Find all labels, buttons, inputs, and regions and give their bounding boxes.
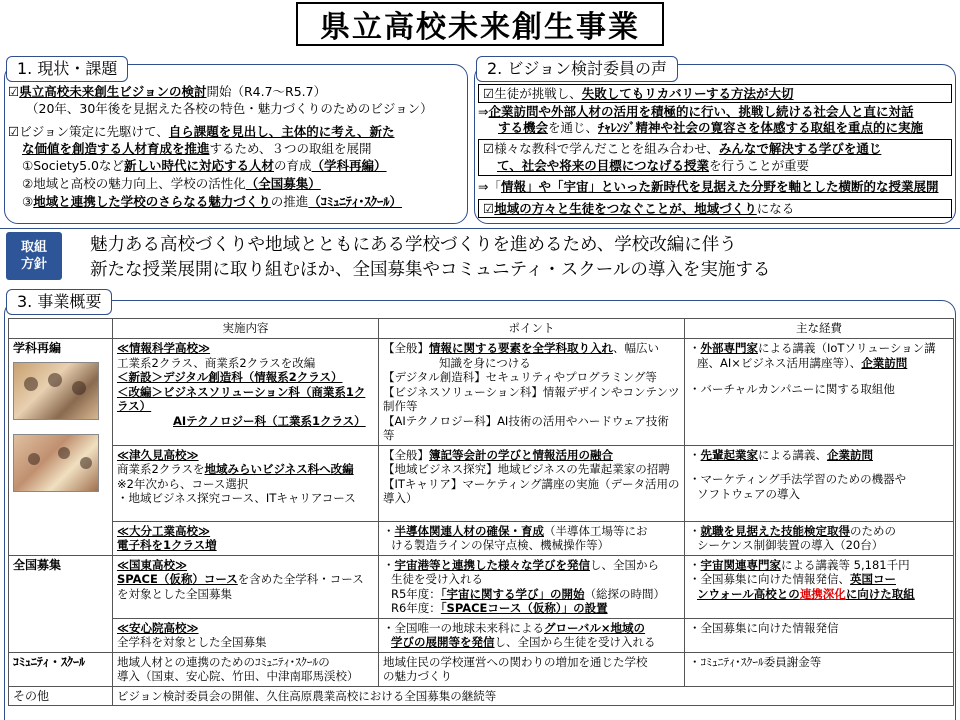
category-other <box>9 686 113 706</box>
s1-text: （全国募集） <box>245 176 321 191</box>
s2-text: て、社会や将来の目標につなげる授業 <box>497 158 710 173</box>
cell-text: ・ <box>383 557 395 572</box>
table-row <box>9 445 954 521</box>
s2-text: する機会 <box>498 120 549 135</box>
r2-point <box>379 445 685 521</box>
s1-text: の育成 <box>274 158 312 173</box>
r5-point <box>379 618 685 652</box>
school-name: ≪国東高校≫ <box>117 557 188 572</box>
cell-text: ンウォール高校との <box>697 586 800 601</box>
s1-note-text: （20年、30年後を見据えた各校の特色・魅力づくりのためのビジョン） <box>26 101 433 116</box>
section-1-label: 1. 現状・課題 <box>6 56 128 82</box>
r1-content <box>113 339 379 446</box>
r6-content <box>113 652 379 686</box>
category-community <box>9 652 113 686</box>
s1-text: （ｺﾐｭﾆﾃｨ･ｽｸｰﾙ） <box>308 194 403 209</box>
cell-text: ・ <box>689 447 701 462</box>
cell-text: の魅力づくり <box>383 669 452 683</box>
project-table <box>8 318 954 706</box>
school-name: ≪津久見高校≫ <box>117 447 199 462</box>
cell-text: 電子科を1クラス増 <box>117 538 217 552</box>
r3-point <box>379 521 685 555</box>
cell-text: R5年度： <box>391 586 441 601</box>
cell-text: （総探の時間） <box>584 586 666 601</box>
cell-text: による講義、 <box>758 447 827 462</box>
s1-text: ①Society5.0など <box>22 158 125 173</box>
cell-text: 座、AI×ビジネス活用講座等）、 <box>697 355 862 370</box>
s1-text: ビジョン策定に先駆けて、 <box>19 124 169 139</box>
table-header-row <box>9 319 954 339</box>
category-label: ｺﾐｭﾆﾃｨ・ｽｸｰﾙ <box>13 654 86 669</box>
cell-text: ける製造ラインの保守点検、機械操作等） <box>391 538 610 552</box>
cell-text: 、幅広い <box>613 341 659 355</box>
cell-text: を対象とした全国募集 <box>117 586 232 601</box>
section-2-label: 2. ビジョン検討委員の声 <box>476 56 678 82</box>
s2-line-2 <box>478 104 914 120</box>
cell-text: 学びの展開等を発信 <box>391 635 495 649</box>
cell-text: 【全般】 <box>383 341 429 355</box>
cell-text: を含めた全学科・コース <box>237 572 364 586</box>
cell-text: 情報に関する要素を全学科取り入れ <box>429 341 613 355</box>
header-empty <box>9 319 113 339</box>
cell-text: 英国コー <box>850 572 896 586</box>
header-cost: 主な経費 <box>685 319 954 339</box>
cell-text: ビジョン検討委員会の開催、久住高原農業高校における全国募集の継続等 <box>117 688 497 703</box>
cell-text: のための <box>850 523 896 538</box>
section-3-label: 3. 事業概要 <box>6 289 112 315</box>
cell-text: 企業訪問 <box>861 355 908 370</box>
policy-tag-line-2: 方針 <box>20 257 47 272</box>
cell-text: 生徒を受け入れる <box>391 572 483 586</box>
s2-text: 様々な教科で学んだことを組み合わせ、 <box>494 141 719 156</box>
s2-line-3 <box>498 120 923 136</box>
cell-text: 連携深化 <box>799 586 846 601</box>
s1-line-4 <box>22 141 372 157</box>
cell-text: 【ビジネスソリューション科】情報デザインやコンテンツ制作等 <box>383 384 680 413</box>
r1-cost <box>685 339 954 446</box>
table-row <box>9 652 954 686</box>
s1-period-text: 開始（R4.7～R5.7） <box>206 84 327 99</box>
table-row <box>9 521 954 555</box>
cell-text: 地域みらいビジネス科へ改編 <box>204 462 354 476</box>
event-photo <box>13 434 99 492</box>
s1-line-6 <box>22 176 321 192</box>
r2-cost <box>685 445 954 521</box>
r1-point <box>379 339 685 446</box>
cell-text: ＜改編＞ビジネスソリューション科（商業系1クラス） <box>117 384 366 413</box>
school-name: ≪安心院高校≫ <box>117 620 199 635</box>
checkbox-icon: ☑ <box>8 124 20 139</box>
table-row <box>9 686 954 706</box>
school-name: ≪情報科学高校≫ <box>117 341 211 355</box>
table-row <box>9 339 954 446</box>
r6-cost <box>685 652 954 686</box>
cell-text: ・ <box>689 341 701 355</box>
school-name: ≪大分工業高校≫ <box>117 523 211 538</box>
s2-text: 生徒が挑戦し、 <box>494 86 582 101</box>
cell-text: SPACE（仮称）コース <box>117 572 238 586</box>
checkbox-icon: ☑ <box>483 201 495 216</box>
cell-text: 宇宙港等と連携した様々な学びを発信 <box>394 557 590 572</box>
cell-text: 【全般】 <box>383 447 429 462</box>
r4-content <box>113 555 379 618</box>
cell-text: による講義等 5,181千円 <box>781 557 910 572</box>
s2-text: を通じ、 <box>548 120 599 135</box>
cell-text: 【ITキャリア】マーケティング講座の実施（データ活用の導入） <box>383 476 680 505</box>
cell-text: 【地域ビジネス探究】地域ビジネスの先輩起業家の招聘 <box>383 462 670 476</box>
header-point: ポイント <box>379 319 685 339</box>
cell-text: ・全国募集に向けた情報発信、 <box>689 572 850 586</box>
cell-text: 「SPACEコース（仮称）」の設置 <box>440 601 608 615</box>
category-reorg <box>9 339 113 556</box>
r3-cost <box>685 521 954 555</box>
cell-text: ・ <box>689 557 701 572</box>
s1-line-3 <box>8 124 395 140</box>
cell-text: 地域住民の学校運営への関わりの増加を通じた学校 <box>383 654 648 669</box>
table-row <box>9 555 954 618</box>
cell-text: 先輩起業家 <box>700 447 758 462</box>
policy-tag <box>6 232 62 280</box>
cell-text: 簿記等会計の学びと情報活用の融合 <box>429 447 613 462</box>
policy-tag-line-1: 取組 <box>20 240 47 255</box>
cell-text: ・全国募集に向けた情報発信 <box>689 620 839 635</box>
cell-text: 導入（国東、安心院、竹田、中津南耶馬渓校） <box>117 669 359 683</box>
cell-text: （半導体工場等にお <box>544 523 648 538</box>
cell-text: し、全国から生徒を受け入れる <box>494 635 656 649</box>
cell-text: 半導体関連人材の確保・育成 <box>394 523 544 538</box>
s1-line-7 <box>22 194 402 210</box>
classroom-photo <box>13 362 99 420</box>
s2-line-6 <box>478 179 939 195</box>
s2-text: 地域の方々と生徒をつなぐことが、地域づくり <box>494 201 757 216</box>
s2-text: 企業訪問や外部人材の活用を積極的に行い、挑戦し続ける社会人と直に対話 <box>488 104 914 119</box>
cell-text: 商業系2クラスを <box>117 462 205 476</box>
cell-text: 宇宙関連専門家 <box>700 557 781 572</box>
cell-text: ＜新設＞デジタル創造科（情報系2クラス） <box>117 370 343 384</box>
checkbox-icon: ☑ <box>483 141 495 156</box>
cell-text: し、全国から <box>590 557 659 572</box>
header-content: 実施内容 <box>113 319 379 339</box>
s2-text: 失敗してもリカバリーする方法が大切 <box>581 86 794 101</box>
cell-text: 全学科を対象とした全国募集 <box>117 635 267 649</box>
s1-text: 新しい時代に対応する人材 <box>124 158 275 173</box>
s2-text: になる <box>756 201 795 216</box>
s1-line-2 <box>26 101 433 117</box>
cell-text: 就職を見据えた技能検定取得 <box>700 523 850 538</box>
cell-text: ・ｺﾐｭﾆﾃｨ･ｽｸｰﾙ委員謝金等 <box>689 654 822 669</box>
s2-text: を行うことが重要 <box>709 158 810 173</box>
s1-text: 地域と連携した学校のさらなる魅力づくり <box>33 194 271 209</box>
policy-line-1: 魅力ある高校づくりや地域とともにある学校づくりを進めるため、学校改編に伴う <box>90 235 737 255</box>
s2-text: ﾁｬﾚﾝｼﾞ精神や社会の寛容さを体感する取組を重点的に実施 <box>598 120 924 135</box>
category-label: その他 <box>13 688 50 703</box>
cell-text: 工業系2クラス、商業系2クラスを改編 <box>117 355 316 370</box>
cell-text: ・バーチャルカンパニーに関する取組他 <box>689 382 895 396</box>
r6-point <box>379 652 685 686</box>
r4-cost <box>685 555 954 618</box>
r3-content <box>113 521 379 555</box>
voice-box-1 <box>478 84 952 103</box>
s2-text: 情報」や「宇宙」といった新時代を見据えた分野を軸とした横断的な授業展開 <box>500 179 939 194</box>
cell-text: グローバル×地域の <box>544 620 646 635</box>
checkbox-icon: ☑ <box>483 86 495 101</box>
category-label: 全国募集 <box>13 557 62 572</box>
cell-text: に向けた取組 <box>845 586 915 601</box>
s1-text: の推進 <box>270 194 309 209</box>
cell-text: ・マーケティング手法学習のための機器や <box>689 472 907 486</box>
r4-point <box>379 555 685 618</box>
cell-text: 企業訪問 <box>827 447 873 462</box>
cell-text: ・ <box>689 523 701 538</box>
cell-text: 地域人材との連携のためのｺﾐｭﾆﾃｨ･ｽｸｰﾙの <box>117 654 330 669</box>
cell-text: 外部専門家 <box>700 341 758 355</box>
cell-text: ・地域ビジネス探究コース、ITキャリアコース <box>117 491 356 505</box>
cell-text: 「宇宙に関する学び」の開始 <box>440 586 585 601</box>
cell-text: ※2年次から、コース選択 <box>117 476 249 491</box>
cell-text: ソフトウェアの導入 <box>697 486 801 501</box>
table-row <box>9 618 954 652</box>
s2-text: みんなで解決する学びを通じ <box>718 141 882 156</box>
r2-content <box>113 445 379 521</box>
arrow-icon: ⇒ <box>478 104 489 119</box>
cell-text: による講義（IoTソリューション講 <box>758 341 936 355</box>
cell-text: ・全国唯一の地球未来科による <box>383 620 544 635</box>
cell-text: 【デジタル創造科】セキュリティやプログラミング等 <box>383 370 657 384</box>
s1-vision-text: 県立高校未来創生ビジョンの検討 <box>19 84 207 99</box>
category-national <box>9 555 113 652</box>
s1-line-5 <box>22 158 387 174</box>
cell-text: シーケンス制御装置の導入（20台） <box>697 538 884 552</box>
s1-text: 自ら課題を見出し、主体的に考え、新た <box>168 124 395 139</box>
s1-text: するため、３つの取組を展開 <box>209 141 372 156</box>
s1-text: ②地域と高校の魅力向上、学校の活性化 <box>22 176 246 191</box>
s1-line-1 <box>8 84 326 100</box>
cell-text: 【AIテクノロジー科】AI技術の活用やハードウェア技術等 <box>383 413 669 442</box>
divider <box>0 228 960 229</box>
cell-text: ・ <box>383 523 395 538</box>
page-title: 県立高校未来創生事業 <box>296 2 664 46</box>
checkbox-icon: ☑ <box>8 84 20 99</box>
r7-content <box>113 686 954 706</box>
r5-content <box>113 618 379 652</box>
s1-text: （学科再編） <box>311 158 387 173</box>
cell-text: AIテクノロジー科（工業系1クラス） <box>173 413 366 428</box>
s1-text: ③ <box>22 194 34 209</box>
voice-box-3 <box>478 199 952 218</box>
policy-line-2: 新たな授業展開に取り組むほか、全国募集やコミュニティ・スクールの導入を実施する <box>90 260 771 280</box>
cell-text: R6年度： <box>391 601 441 615</box>
voice-box-2 <box>478 139 952 176</box>
s2-text: ⇒「 <box>478 179 501 194</box>
s1-text: な価値を創造する人材育成を推進 <box>22 141 210 156</box>
r5-cost <box>685 618 954 652</box>
cell-text: 知識を身につける <box>439 355 531 370</box>
category-label: 学科再編 <box>13 341 62 355</box>
